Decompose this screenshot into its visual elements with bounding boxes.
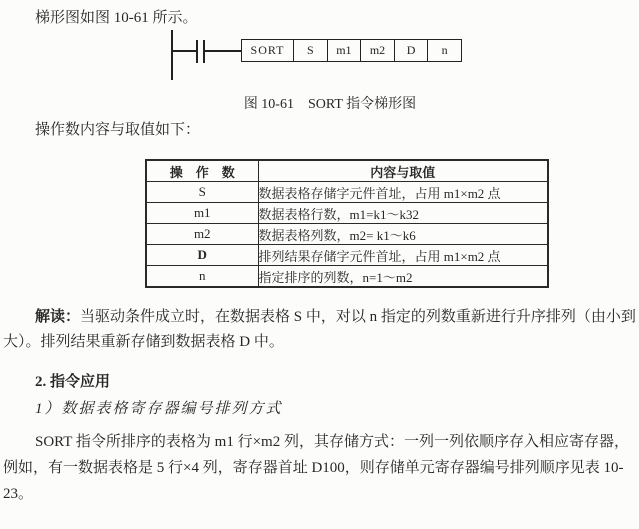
instruction-cell-s: S [293, 40, 327, 61]
figure-caption: 图 10-61 SORT 指令梯形图 [243, 97, 417, 112]
table-row [146, 266, 548, 288]
contact-bar-left [196, 40, 198, 63]
description-cell: 排列结果存储字元件首址，占用 m1×m2 点 [258, 245, 548, 266]
interpretation-paragraph [3, 305, 637, 355]
wire-segment-right [205, 50, 241, 52]
description-cell: 数据表格列数，m2= k1～k6 [258, 224, 548, 245]
description-header-cell: 内容与取值 [258, 160, 548, 182]
interpretation-text: 当驱动条件成立时，在数据表格 S 中，对以 n 指定的列数重新进行升序排列（由小到大）。排列结果重新存储到数据表格 D 中。 [3, 309, 636, 350]
table-row [146, 182, 548, 203]
subsection-heading: 1）数据表格寄存器编号排列方式 [35, 401, 283, 417]
operand-cell: m1 [146, 203, 258, 224]
operand-header-cell: 操 作 数 [146, 160, 258, 182]
description-cell: 数据表格存储字元件首址，占用 m1×m2 点 [258, 182, 548, 203]
operand-cell: n [146, 266, 258, 288]
operand-table [145, 159, 549, 288]
operand-cell: m2 [146, 224, 258, 245]
description-cell: 数据表格行数，m1=k1～k32 [258, 203, 548, 224]
interpretation-label: 解读： [35, 309, 81, 325]
operands-intro-paragraph: 操作数内容与取值如下： [35, 122, 201, 138]
description-cell: 指定排序的列数，n=1～m2 [258, 266, 548, 288]
instruction-cell-sort: SORT [250, 43, 285, 57]
operand-cell: S [146, 182, 258, 203]
instruction-box [241, 39, 462, 62]
table-row [146, 245, 548, 266]
operand-cell: D [146, 245, 258, 266]
left-power-rail [171, 30, 173, 80]
wire-segment-left [173, 50, 196, 52]
instruction-cell-m1: m1 [327, 40, 361, 61]
table-row [146, 203, 548, 224]
application-paragraph: SORT 指令所排序的表格为 m1 行×m2 列，其存储方式：一列一列依顺序存入相应寄存器，例如，有一数据表格是 5 行×4 列，寄存器首址 D100，则存储单元寄存器编号排列顺序见表 10-23。 [3, 434, 629, 502]
instruction-cell-n: n [427, 40, 461, 61]
table-header-row [146, 160, 548, 182]
instruction-cell-m2: m2 [360, 40, 394, 61]
table-row [146, 224, 548, 245]
section-heading: 2. 指令应用 [35, 374, 111, 390]
intro-paragraph: 梯形图如图 10-61 所示。 [35, 10, 198, 26]
instruction-cell-d: D [394, 40, 428, 61]
